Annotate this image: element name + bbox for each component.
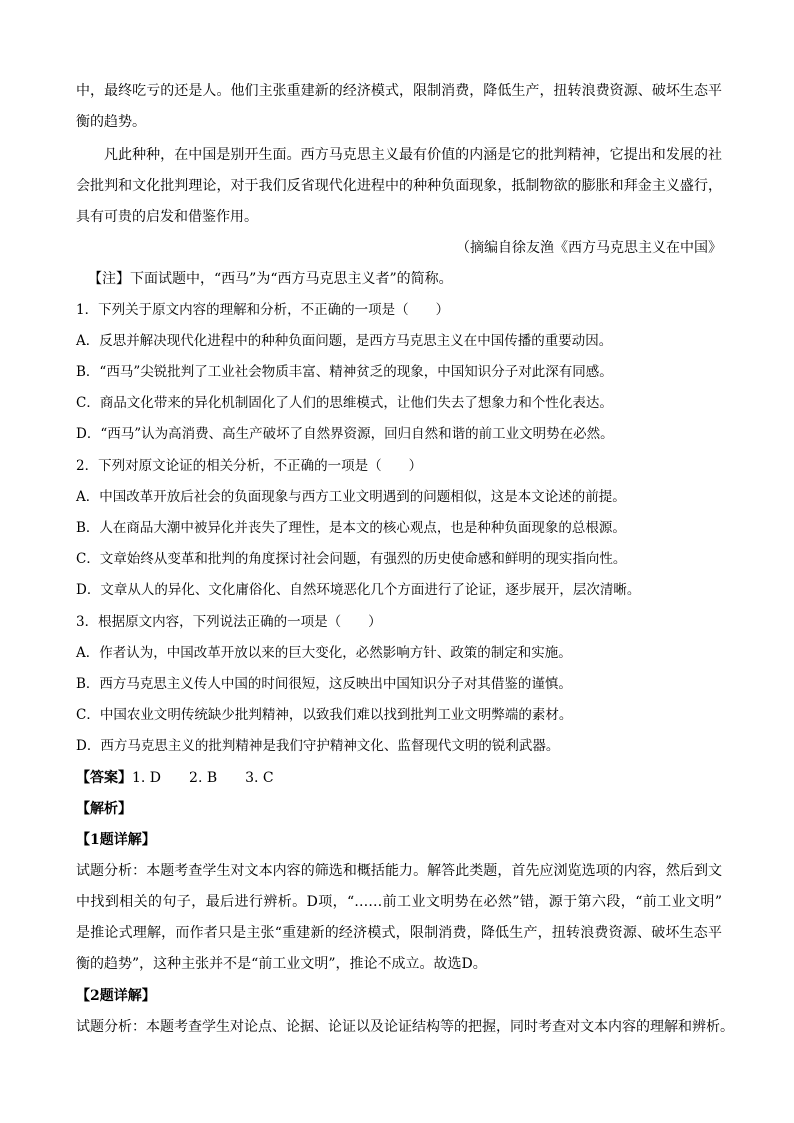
paragraph-line: 中，最终吃亏的还是人。他们主张重建新的经济模式，限制消费，降低生产，扭转浪费资源、破坏生态平 <box>76 83 722 99</box>
detail1-line: 试题分析：本题考查学生对文本内容的筛选和概括能力。解答此类题，首先应浏览选项的内容，然后到文 <box>76 863 722 879</box>
answer-text: 1. D 2. B 3. C <box>132 770 274 786</box>
question-stem: 3．根据原文内容，下列说法正确的一项是（ ） <box>76 614 382 630</box>
question-option: C．商品文化带来的异化机制固化了人们的思维模式，让他们失去了想象力和个性化表达。 <box>76 395 613 411</box>
question-option: A．反思并解决现代化进程中的种种负面问题，是西方马克思主义在中国传播的重要动因。 <box>76 333 613 349</box>
question-option: B．人在商品大潮中被异化并丧失了理性，是本文的核心观点，也是种种负面现象的总根源。 <box>76 520 626 536</box>
question-option: A．中国改革开放后社会的负面现象与西方工业文明遇到的问题相似，这是本文论述的前提。 <box>76 489 626 505</box>
question-option: D．文章从人的异化、文化庸俗化、自然环境恶化几个方面进行了论证，逐步展开，层次清晰。 <box>76 582 641 598</box>
detail1-line: 中找到相关的句子，最后进行辨析。D项，“……前工业文明势在必然”错，源于第六段，“前工业文明” <box>76 894 722 910</box>
answer-line <box>76 768 722 788</box>
question-option: B．西方马克思主义传人中国的时间很短，这反映出中国知识分子对其借鉴的谨慎。 <box>76 676 572 692</box>
paragraph-line: 衡的趋势。 <box>76 114 146 130</box>
question-option: D．西方马克思主义的批判精神是我们守护精神文化、监督现代文明的锐利武器。 <box>76 738 560 754</box>
question-stem: 1．下列关于原文内容的理解和分析，不正确的一项是（ ） <box>76 302 450 318</box>
question-option: B．“西马”尖锐批判了工业社会物质丰富、精神贫乏的现象，中国知识分子对此深有同感。 <box>76 364 613 380</box>
answer-label: 【答案】 <box>76 770 132 786</box>
paragraph-line: 会批判和文化批判理论，对于我们反省现代化进程中的种种负面现象，抵制物欲的膨胀和拜金主义盛行， <box>76 178 722 194</box>
paragraph-line: 凡此种种，在中国是别开生面。西方马克思主义最有价值的内涵是它的批判精神，它提出和发展的社 <box>104 147 722 163</box>
note: 【注】下面试题中，“西马”为“西方马克思主义者”的简称。 <box>88 271 453 287</box>
question-option: C．中国农业文明传统缺少批判精神，以致我们难以找到批判工业文明弊端的素材。 <box>76 707 573 723</box>
paragraph-line: 具有可贵的启发和借鉴作用。 <box>76 209 258 225</box>
question-option: C．文章始终从变革和批判的角度探讨社会问题，有强烈的历史使命感和鲜明的现实指向性。 <box>76 551 627 567</box>
detail1-line: 衡的趋势”，这种主张并不是“前工业文明”，推论不成立。故选D。 <box>76 956 487 972</box>
question-option: D．“西马”认为高消费、高生产破坏了自然界资源，回归自然和谐的前工业文明势在必然。 <box>76 426 614 442</box>
analysis-label: 【解析】 <box>76 801 132 817</box>
source-citation: （摘编自徐友渔《西方马克思主义在中国》 <box>456 240 722 256</box>
question-stem: 2．下列对原文论证的相关分析，不正确的一项是（ ） <box>76 458 423 474</box>
detail1-line: 是推论式理解，而作者只是主张“重建新的经济模式，限制消费，降低生产，扭转浪费资源、破坏生态平 <box>76 925 722 941</box>
detail1-label: 【1题详解】 <box>76 832 156 848</box>
detail2-label: 【2题详解】 <box>76 988 156 1004</box>
detail2-line: 试题分析：本题考查学生对论点、论据、论证以及论证结构等的把握，同时考查对文本内容的理解和辨析。 <box>76 1019 734 1035</box>
question-option: A．作者认为，中国改革开放以来的巨大变化，必然影响方针、政策的制定和实施。 <box>76 645 572 661</box>
